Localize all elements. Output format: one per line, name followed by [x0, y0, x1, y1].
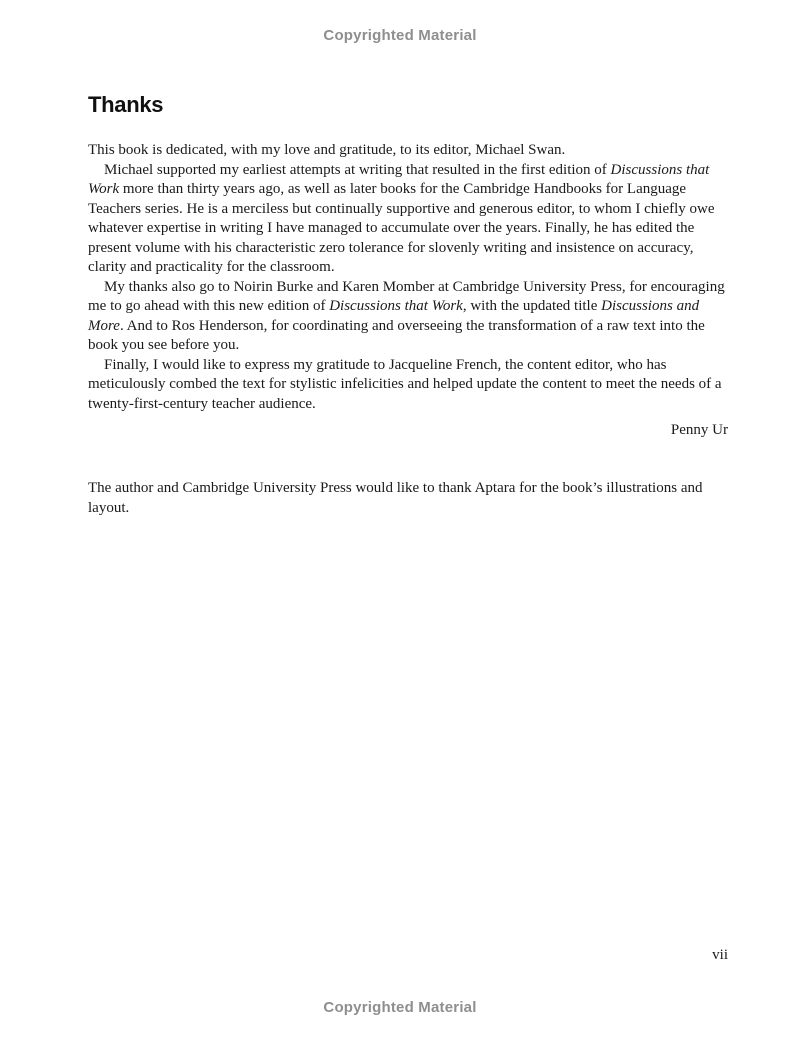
book-title: Discussions that Work: [329, 298, 463, 314]
page-title: Thanks: [88, 92, 164, 117]
paragraph-text: , with the updated title: [462, 298, 602, 314]
paragraph-text: Michael supported my earliest attempts at writing that resulted in the first edition of: [104, 161, 611, 178]
copyright-watermark-top: Copyrighted Material: [323, 27, 477, 44]
page-number: vii: [712, 947, 728, 963]
paragraph-cambridge-thanks: [88, 278, 728, 356]
author-signature: Penny Ur: [670, 422, 728, 438]
copyright-watermark-bottom: Copyrighted Material: [323, 999, 477, 1016]
paragraph-michael-swan: [88, 161, 728, 278]
paragraph-text: more than thirty years ago, as well as later books for the Cambridge Handbooks for Language Teachers series. He is a merciless but continually supportive and generous editor, to whom I chiefly owe whatever expertise in writing I have managed to accumulate over the years. Finally, he has edited the present volume with his characteristic zero tolerance for slovenly writing and insistence on accuracy, clarity and practicality for the classroom.: [88, 181, 715, 275]
paragraph-content-editor: Finally, I would like to express my gratitude to Jacqueline French, the content editor, who has meticulously combed the text for stylistic infelicities and helped update the content to meet the needs of a twenty-first-century teacher audience.: [88, 356, 722, 412]
paragraph-text: My thanks also go to Noirin Burke and Karen Momber at Cambridge University Press, for encouraging me to go ahead with this new edition of: [88, 278, 725, 314]
book-title: Discussions and More: [88, 298, 700, 334]
paragraph-dedication: This book is dedicated, with my love and gratitude, to its editor, Michael Swan.: [88, 142, 566, 158]
book-title: Discussions that Work: [88, 161, 710, 197]
acknowledgements-body: [88, 141, 728, 414]
production-credits: The author and Cambridge University Press would like to thank Aptara for the book’s illustrations and layout.: [88, 480, 703, 516]
paragraph-text: . And to Ros Henderson, for coordinating and overseeing the transformation of a raw text into the book you see before you.: [88, 317, 705, 353]
